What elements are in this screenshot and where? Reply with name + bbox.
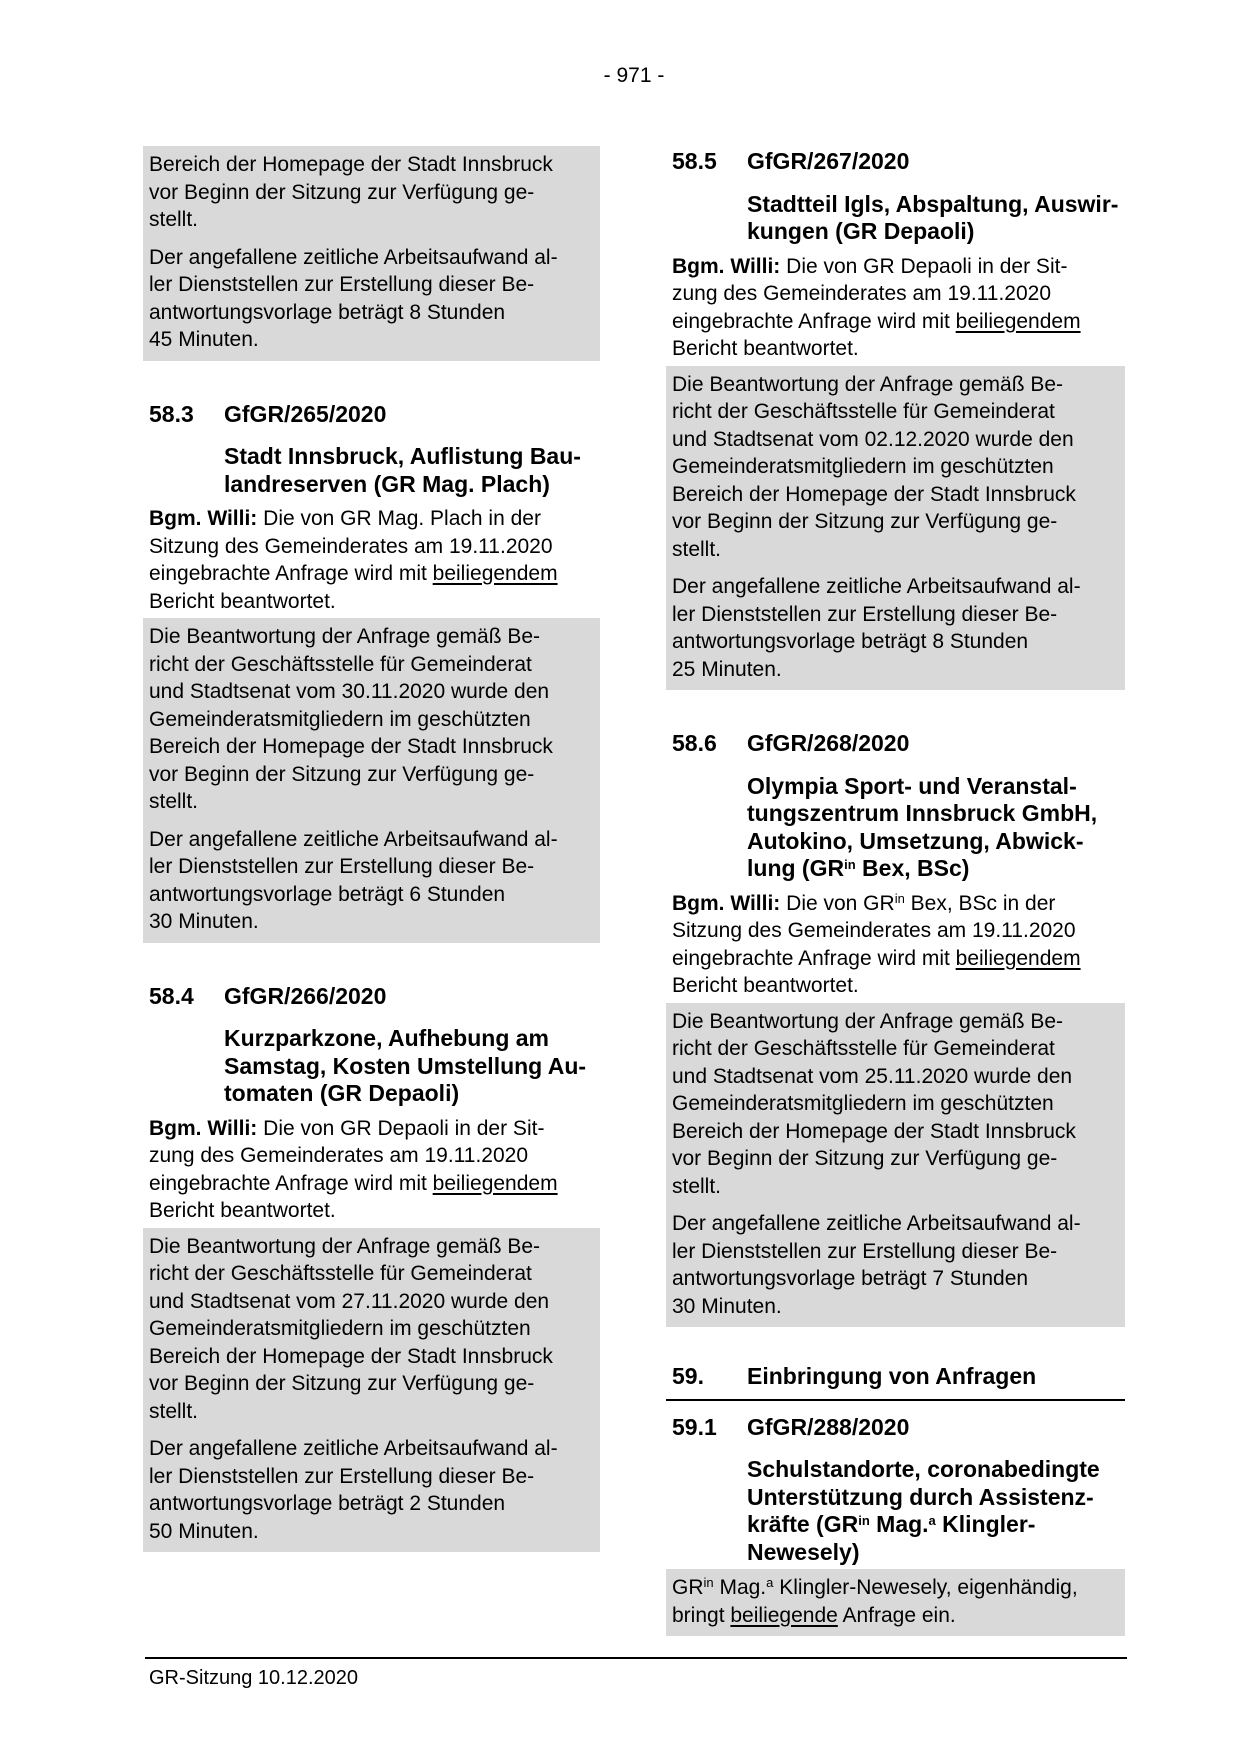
body-line xyxy=(672,972,1119,1000)
text-segment: eingebrachte Anfrage wird mit xyxy=(672,946,956,970)
answer-line xyxy=(149,151,594,179)
item-code: GfGR/265/2020 xyxy=(224,400,387,427)
answer-line xyxy=(672,573,1119,601)
text-segment: Anfrage ein. xyxy=(837,1603,956,1627)
text-segment: Kurzparkzone, Aufhebung am xyxy=(224,1025,549,1051)
item-code: GfGR/267/2020 xyxy=(747,148,910,174)
text-segment: ler Dienststellen zur Erstellung dieser Be- xyxy=(149,273,535,296)
text-segment: vor Beginn der Sitzung zur Verfügung ge- xyxy=(149,180,535,204)
text-segment: Gemeinderatsmitgliedern im geschützten xyxy=(672,1092,1054,1115)
answer-line xyxy=(149,1518,594,1546)
answer-line xyxy=(149,881,594,909)
text-segment: ler Dienststellen zur Erstellung dieser Be- xyxy=(672,602,1058,626)
superscript-text: in xyxy=(894,890,905,906)
underlined-text: beiliegendem xyxy=(955,309,1081,333)
text-segment: Die Beantwortung der Anfrage gemäß Be- xyxy=(149,625,541,648)
answer-line xyxy=(672,453,1119,481)
text-segment: Die Beantwortung der Anfrage gemäß Be- xyxy=(672,1009,1064,1033)
answer-line xyxy=(672,1145,1119,1173)
body-line xyxy=(672,253,1119,281)
answer-line xyxy=(672,1265,1119,1293)
answer-line xyxy=(672,1574,1119,1602)
text-segment: richt der Geschäftsstelle für Gemeinderat xyxy=(672,400,1055,423)
text-segment: stellt. xyxy=(672,1174,722,1198)
text-segment: GR xyxy=(672,1576,704,1599)
answer-line xyxy=(149,1370,594,1398)
answer-line xyxy=(672,628,1119,656)
text-segment: Samstag, Kosten Umstellung Au- xyxy=(224,1052,587,1079)
text-segment: vor Beginn der Sitzung zur Verfügung ge- xyxy=(672,510,1058,533)
item-title-line xyxy=(747,773,1119,801)
item-title xyxy=(747,191,1119,246)
underlined-text: beiliegendem xyxy=(955,946,1081,970)
answer-line xyxy=(672,1293,1119,1321)
answer-line xyxy=(149,1398,594,1426)
item-heading xyxy=(149,401,594,429)
answer-line xyxy=(149,299,594,327)
item-title-line xyxy=(224,1025,594,1053)
text-segment: antwortungsvorlage beträgt 6 Stunden xyxy=(149,882,506,906)
text-segment: und Stadtsenat vom 27.11.2020 wurde den xyxy=(149,1289,550,1313)
body-line xyxy=(672,335,1119,363)
answer-paragraph xyxy=(672,1008,1119,1201)
text-segment: Newesely) xyxy=(747,1538,860,1565)
text-segment: Bgm. Willi: xyxy=(672,891,781,915)
text-segment: Bereich der Homepage der Stadt Innsbruck xyxy=(672,1119,1076,1143)
text-segment: 30 Minuten. xyxy=(149,910,259,933)
answer-line xyxy=(149,651,594,679)
text-segment: zung des Gemeinderates am 19.11.2020 xyxy=(149,1144,529,1167)
answer-line xyxy=(149,1490,594,1518)
underlined-text: beiliegendem xyxy=(432,562,558,585)
right-column xyxy=(666,146,1125,1636)
answer-paragraph xyxy=(149,1435,594,1545)
text-segment: landreserven (GR Mag. Plach) xyxy=(224,470,550,497)
item-number: 58.4 xyxy=(149,982,194,1009)
text-segment: antwortungsvorlage beträgt 8 Stunden xyxy=(149,300,506,324)
text-segment: Schulstandorte, coronabedingte xyxy=(747,1456,1100,1482)
page-number: - 971 - xyxy=(603,64,665,87)
text-segment: eingebrachte Anfrage wird mit xyxy=(149,562,433,585)
text-segment: Gemeinderatsmitgliedern im geschützten xyxy=(149,707,531,731)
item-title xyxy=(224,1025,594,1108)
item-number: 58.5 xyxy=(672,148,717,174)
answer-paragraph xyxy=(149,623,594,816)
item-title-line xyxy=(747,1511,1119,1539)
answer-line xyxy=(149,853,594,881)
item-title-line xyxy=(224,443,594,471)
text-segment: Bericht beantwortet. xyxy=(672,337,859,360)
text-segment: Stadtteil Igls, Abspaltung, Auswir- xyxy=(747,190,1119,217)
answer-line xyxy=(672,508,1119,536)
text-segment: Bericht beantwortet. xyxy=(149,589,336,613)
answer-box xyxy=(143,1228,600,1553)
text-segment: eingebrachte Anfrage wird mit xyxy=(149,1171,433,1195)
answer-line xyxy=(149,761,594,789)
text-segment: Der angefallene zeitliche Arbeitsaufwand al- xyxy=(672,575,1081,598)
text-segment: Der angefallene zeitliche Arbeitsaufwand al- xyxy=(149,245,558,269)
answer-line xyxy=(672,601,1119,629)
text-segment: Sitzung des Gemeinderates am 19.11.2020 xyxy=(672,919,1076,942)
text-segment: richt der Geschäftsstelle für Gemeinderat xyxy=(149,652,532,676)
answer-line xyxy=(672,1238,1119,1266)
text-segment: 25 Minuten. xyxy=(672,657,782,681)
body-line xyxy=(149,1142,594,1170)
footer-text: GR-Sitzung 10.12.2020 xyxy=(149,1667,359,1689)
item-title-line xyxy=(747,800,1119,828)
text-segment: Bereich der Homepage der Stadt Innsbruck xyxy=(149,735,553,758)
text-segment: eingebrachte Anfrage wird mit xyxy=(672,309,956,333)
section-number: 59. xyxy=(672,1363,704,1389)
text-segment: Die von GR Mag. Plach in der xyxy=(257,507,541,530)
text-segment: Die von GR Depaoli in der Sit- xyxy=(257,1116,545,1140)
text-segment: Die Beantwortung der Anfrage gemäß Be- xyxy=(672,372,1064,396)
text-segment: lung (GR xyxy=(747,855,845,881)
text-segment: richt der Geschäftsstelle für Gemeinderat xyxy=(672,1037,1055,1060)
text-segment: richt der Geschäftsstelle für Gemeinderat xyxy=(149,1262,532,1285)
text-segment: Gemeinderatsmitgliedern im geschützten xyxy=(672,455,1054,478)
text-segment: Der angefallene zeitliche Arbeitsaufwand al- xyxy=(149,1437,558,1460)
answer-line xyxy=(149,1315,594,1343)
text-segment: bringt xyxy=(672,1603,731,1627)
text-segment: Olympia Sport- und Veranstal- xyxy=(747,772,1077,799)
text-segment: Sitzung des Gemeinderates am 19.11.2020 xyxy=(149,534,553,558)
item-title-line xyxy=(747,1539,1119,1567)
text-segment: Der angefallene zeitliche Arbeitsaufwand al- xyxy=(149,827,558,851)
answer-line xyxy=(149,1435,594,1463)
body-line xyxy=(672,890,1119,918)
body-line xyxy=(672,280,1119,308)
answer-paragraph xyxy=(672,1210,1119,1320)
superscript-text: in xyxy=(858,1513,870,1528)
text-segment: vor Beginn der Sitzung zur Verfügung ge- xyxy=(149,762,535,786)
answer-line xyxy=(672,656,1119,684)
answer-line xyxy=(672,481,1119,509)
answer-box xyxy=(143,618,600,943)
text-segment: zung des Gemeinderates am 19.11.2020 xyxy=(672,282,1052,305)
body-line xyxy=(149,1197,594,1225)
item-title-line xyxy=(747,855,1119,883)
text-segment: Bericht beantwortet. xyxy=(672,974,859,997)
body-line xyxy=(149,1170,594,1198)
answer-line xyxy=(672,398,1119,426)
answer-line xyxy=(149,1288,594,1316)
text-segment: kräfte (GR xyxy=(747,1511,859,1537)
item-heading xyxy=(672,148,1119,176)
text-segment: ler Dienststellen zur Erstellung dieser Be- xyxy=(149,855,535,878)
superscript-text: in xyxy=(703,1575,714,1590)
answer-line xyxy=(149,826,594,854)
text-segment: antwortungsvorlage beträgt 7 Stunden xyxy=(672,1267,1029,1290)
item-title-line xyxy=(747,191,1119,219)
text-segment: und Stadtsenat vom 30.11.2020 wurde den xyxy=(149,680,550,703)
item-title-line xyxy=(747,1484,1119,1512)
answer-line xyxy=(672,1173,1119,1201)
text-segment: Klingler- xyxy=(935,1511,1036,1537)
text-segment: vor Beginn der Sitzung zur Verfügung ge- xyxy=(149,1372,535,1395)
speaker-paragraph xyxy=(672,253,1119,363)
item-heading xyxy=(672,1414,1119,1442)
text-segment: Bex, BSc) xyxy=(855,855,970,881)
answer-line xyxy=(672,371,1119,399)
text-segment: stellt. xyxy=(672,537,722,561)
text-segment: Bereich der Homepage der Stadt Innsbruck xyxy=(672,482,1076,506)
text-segment: stellt. xyxy=(149,208,199,231)
body-line xyxy=(672,308,1119,336)
answer-line xyxy=(672,1118,1119,1146)
answer-line xyxy=(149,1463,594,1491)
text-segment: 50 Minuten. xyxy=(149,1519,259,1543)
text-segment: stellt. xyxy=(149,790,199,813)
answer-line xyxy=(149,1233,594,1261)
agenda-section-heading xyxy=(666,1363,1125,1401)
superscript-text: a xyxy=(766,1575,774,1590)
answer-box xyxy=(666,1569,1125,1636)
text-segment: ler Dienststellen zur Erstellung dieser Be- xyxy=(672,1239,1058,1263)
text-segment: und Stadtsenat vom 25.11.2020 wurde den xyxy=(672,1064,1073,1088)
text-segment: ler Dienststellen zur Erstellung dieser Be- xyxy=(149,1464,535,1488)
text-segment: Bereich der Homepage der Stadt Innsbruck xyxy=(149,1344,553,1368)
answer-line xyxy=(149,326,594,354)
footer-rule xyxy=(145,1657,1127,1659)
answer-line xyxy=(672,1210,1119,1238)
answer-line xyxy=(672,1602,1119,1630)
text-segment: Die von GR xyxy=(780,891,895,915)
answer-line xyxy=(672,1008,1119,1036)
answer-paragraph xyxy=(672,573,1119,683)
answer-paragraph xyxy=(149,826,594,936)
text-segment: Die von GR Depaoli in der Sit- xyxy=(780,254,1068,278)
answer-line xyxy=(672,426,1119,454)
answer-line xyxy=(149,908,594,936)
item-number: 58.6 xyxy=(672,730,717,756)
answer-line xyxy=(149,1343,594,1371)
item-number: 59.1 xyxy=(672,1413,717,1440)
text-segment: Stadt Innsbruck, Auflistung Bau- xyxy=(224,443,581,469)
answer-line xyxy=(149,179,594,207)
item-title-line xyxy=(224,1080,594,1108)
text-segment: Bgm. Willi: xyxy=(149,1116,258,1140)
text-segment: kungen (GR Depaoli) xyxy=(747,218,975,244)
text-segment: Unterstützung durch Assistenz- xyxy=(747,1483,1094,1510)
text-segment: stellt. xyxy=(149,1399,199,1423)
answer-line xyxy=(672,1063,1119,1091)
item-title xyxy=(224,443,594,498)
body-line xyxy=(149,588,594,616)
item-number: 58.3 xyxy=(149,400,194,427)
body-line xyxy=(149,533,594,561)
speaker-paragraph xyxy=(672,890,1119,1000)
answer-paragraph xyxy=(672,371,1119,564)
text-segment: 45 Minuten. xyxy=(149,328,259,351)
text-segment: Mag. xyxy=(869,1511,929,1537)
superscript-text: in xyxy=(844,857,856,872)
underlined-text: beiliegendem xyxy=(432,1171,558,1195)
text-segment: Bgm. Willi: xyxy=(672,254,781,278)
section-title: Einbringung von Anfragen xyxy=(747,1363,1037,1389)
answer-paragraph xyxy=(149,244,594,354)
answer-line xyxy=(149,1260,594,1288)
speaker-paragraph xyxy=(149,1115,594,1225)
text-segment: Bex, BSc in der xyxy=(904,891,1056,915)
item-code: GfGR/288/2020 xyxy=(747,1413,910,1440)
item-title-line xyxy=(747,828,1119,856)
answer-line xyxy=(149,271,594,299)
text-segment: Bgm. Willi: xyxy=(149,507,258,530)
text-segment: antwortungsvorlage beträgt 2 Stunden xyxy=(149,1492,506,1515)
speaker-paragraph xyxy=(149,505,594,615)
item-title xyxy=(747,773,1119,883)
item-title-line xyxy=(747,218,1119,246)
superscript-text: a xyxy=(928,1513,936,1528)
answer-line xyxy=(149,678,594,706)
item-heading xyxy=(149,983,594,1011)
text-segment: antwortungsvorlage beträgt 8 Stunden xyxy=(672,630,1029,653)
text-segment: Die Beantwortung der Anfrage gemäß Be- xyxy=(149,1234,541,1258)
answer-box xyxy=(666,1003,1125,1328)
body-line xyxy=(672,917,1119,945)
answer-line xyxy=(149,206,594,234)
text-segment: Mag. xyxy=(713,1576,767,1599)
body-line xyxy=(149,560,594,588)
item-title-line xyxy=(224,471,594,499)
body-line xyxy=(672,945,1119,973)
item-title-line xyxy=(224,1053,594,1081)
text-segment: Klingler-Newesely, eigenhändig, xyxy=(773,1576,1078,1599)
answer-line xyxy=(149,623,594,651)
item-code: GfGR/266/2020 xyxy=(224,982,387,1009)
answer-line xyxy=(149,244,594,272)
item-title-line xyxy=(747,1456,1119,1484)
answer-paragraph xyxy=(672,1574,1119,1629)
text-segment: Bericht beantwortet. xyxy=(149,1199,336,1222)
text-segment: Gemeinderatsmitgliedern im geschützten xyxy=(149,1317,531,1340)
answer-box xyxy=(143,146,600,361)
answer-line xyxy=(149,706,594,734)
answer-box xyxy=(666,366,1125,691)
answer-line xyxy=(672,536,1119,564)
body-line xyxy=(149,505,594,533)
item-heading xyxy=(672,730,1119,758)
text-segment: Autokino, Umsetzung, Abwick- xyxy=(747,827,1084,854)
text-segment: und Stadtsenat vom 02.12.2020 wurde den xyxy=(672,427,1074,451)
underlined-text: beiliegende xyxy=(730,1603,838,1627)
text-segment: Der angefallene zeitliche Arbeitsaufwand al- xyxy=(672,1212,1081,1235)
item-code: GfGR/268/2020 xyxy=(747,730,910,756)
answer-line xyxy=(672,1035,1119,1063)
answer-line xyxy=(149,788,594,816)
text-segment: vor Beginn der Sitzung zur Verfügung ge- xyxy=(672,1147,1058,1170)
answer-paragraph xyxy=(149,1233,594,1426)
text-segment: tungszentrum Innsbruck GmbH, xyxy=(747,800,1098,826)
text-segment: 30 Minuten. xyxy=(672,1294,782,1318)
answer-line xyxy=(149,733,594,761)
text-segment: Bereich der Homepage der Stadt Innsbruck xyxy=(149,153,553,176)
answer-paragraph xyxy=(149,151,594,234)
body-line xyxy=(149,1115,594,1143)
answer-line xyxy=(672,1090,1119,1118)
left-column xyxy=(143,146,600,1552)
text-segment: tomaten (GR Depaoli) xyxy=(224,1080,460,1106)
item-title xyxy=(747,1456,1119,1566)
